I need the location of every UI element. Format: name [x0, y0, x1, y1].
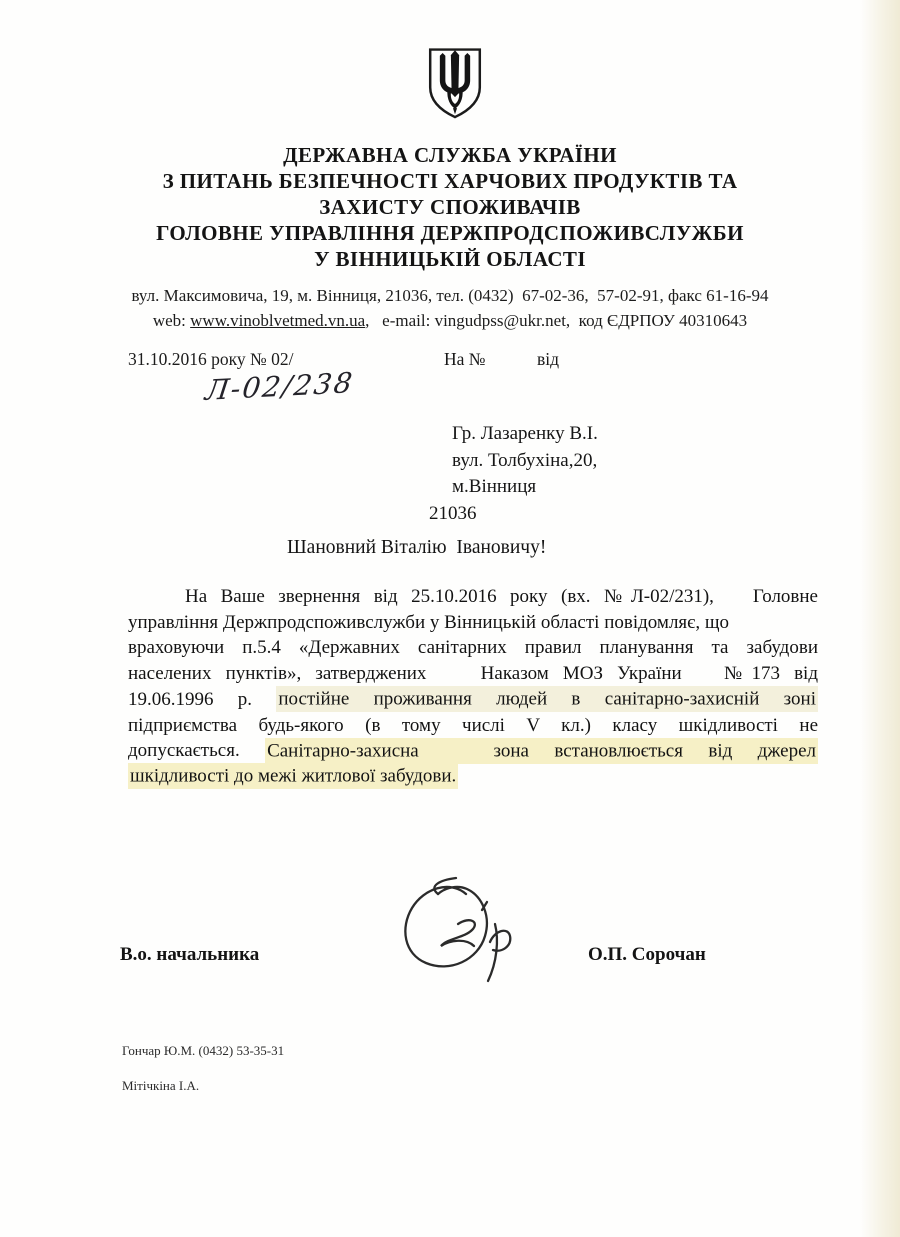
body-text: управління Держпродспоживслужби у Вінницькій області повідомляє, що [128, 611, 729, 633]
body-text: №173 від [723, 663, 818, 685]
org-web-line [0, 308, 900, 333]
signatory-name: О.П. Сорочан [588, 944, 706, 965]
letterhead-org-name [0, 142, 900, 272]
body-text: постійне проживання людей в санітарно-захисній зоні [278, 688, 817, 710]
org-name-line: ЗАХИСТУ СПОЖИВАЧІВ [319, 195, 581, 219]
body-line [128, 687, 818, 713]
handwritten-reference-number: Л-02/238 [203, 366, 356, 407]
body-line [128, 713, 818, 739]
org-name-line: У ВІННИЦЬКІЙ ОБЛАСТІ [314, 247, 586, 271]
highlighted-text [276, 686, 818, 712]
body-text: населених пунктів», затверджених [128, 663, 427, 685]
body-text: 19.06.1996 р. [128, 688, 253, 710]
body-line [128, 738, 818, 764]
body-text: Головне [752, 586, 818, 607]
highlighted-text [265, 738, 818, 764]
handwritten-signature [378, 866, 543, 994]
doc-date-and-number: 31.10.2016 року № 02/ [128, 349, 294, 369]
body-line [128, 584, 818, 610]
body-text: На Ваше звернення від 25.10.2016 року (вх. №Л-02/231), [185, 586, 714, 607]
body-text: Наказом МОЗ України [480, 663, 682, 685]
body-line [128, 610, 818, 636]
body-text: підприємства будь-якого (в тому числі V кл.) класу шкідливості не [128, 714, 818, 736]
body-line [128, 635, 818, 661]
body-line [128, 661, 818, 687]
body-line [128, 764, 818, 790]
signatory-role: В.о. начальника [120, 944, 260, 965]
body-paragraph [128, 584, 818, 790]
body-text: допускається. [128, 740, 240, 762]
recipient-zip: 21036 [429, 502, 477, 524]
org-address-line: вул. Максимовича, 19, м. Вінниця, 21036, тел. (0432) 67-02-36, 57-02-91, факс 61-16-94 [131, 286, 769, 305]
letterhead-contacts [0, 283, 900, 333]
org-name-line: ГОЛОВНЕ УПРАВЛІННЯ ДЕРЖПРОДСПОЖИВСЛУЖБИ [156, 221, 744, 245]
recipient-street: вул. Толбухіна,20, [452, 449, 598, 471]
recipient-city: м.Вінниця [452, 476, 537, 497]
ukraine-trident-emblem-icon [424, 46, 486, 122]
executor-contact-1: Гончар Ю.М. (0432) 53-35-31 [122, 1043, 285, 1058]
website-url: www.vinoblvetmed.vn.ua [190, 311, 366, 330]
org-name-line: ДЕРЖАВНА СЛУЖБА УКРАЇНИ [283, 143, 617, 167]
recipient-address-block [429, 421, 598, 527]
executor-contacts [122, 1042, 284, 1094]
org-name-line: З ПИТАНЬ БЕЗПЕЧНОСТІ ХАРЧОВИХ ПРОДУКТІВ ТА [162, 169, 738, 193]
salutation: Шановний Віталію Івановичу! [287, 537, 547, 558]
web-label: web: [152, 311, 191, 330]
recipient-name: Гр. Лазаренку В.І. [452, 423, 598, 444]
body-text: Санітарно-захисна [267, 740, 419, 762]
reply-to-number-label: На № [444, 349, 486, 369]
executor-contact-2: Мітічкіна І.А. [122, 1078, 200, 1093]
body-text: зона встановлюється від джерел [493, 740, 817, 762]
highlighted-text [128, 763, 458, 789]
body-text: враховуючи п.5.4 «Державних санітарних правил планування та забудови [128, 637, 818, 659]
email-edrpou-text: , e-mail: vingudpss@ukr.net, код ЄДРПОУ 40310643 [365, 311, 748, 330]
reply-to-date-label: від [537, 349, 560, 369]
body-text: шкідливості до межі житлової забудови. [130, 765, 457, 787]
